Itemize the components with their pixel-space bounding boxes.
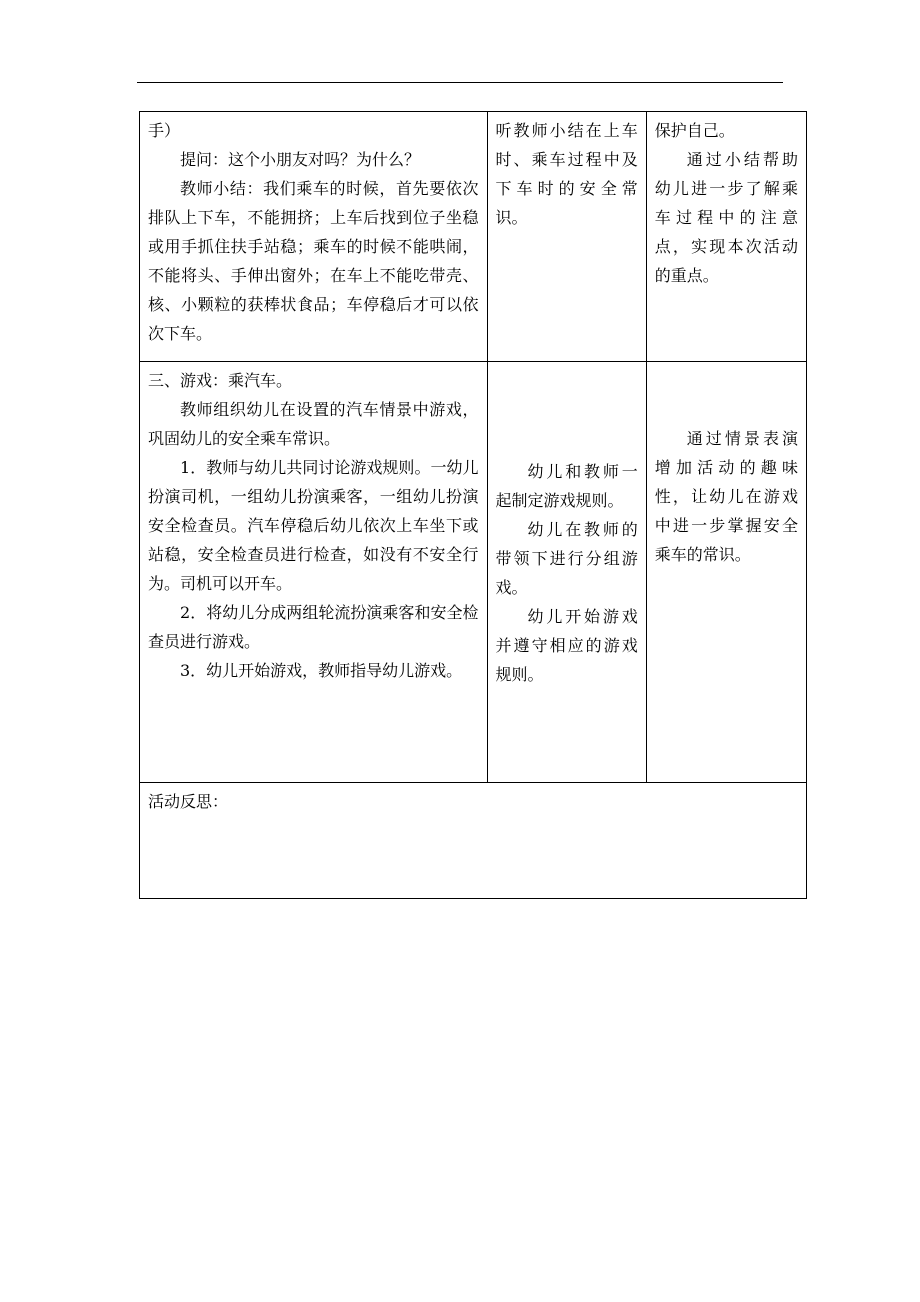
table-row [140,362,807,783]
paragraph: 保护自己。 [654,121,735,140]
teacher-activity-cell [140,112,488,362]
paragraph: 教师小结：我们乘车的时候，首先要依次排队上下车，不能拥挤；上车后找到位子坐稳或用手抓住扶手站稳；乘车的时候不能哄闹，不能将头、手伸出窗外；在车上不能吃带壳、核、小颗粒的获棒状食品；车停稳后才可以依次下车。 [148,179,479,343]
reflection-cell [140,783,807,899]
intent-cell [646,362,806,783]
table-row [140,783,807,899]
paragraph: 听教师小结在上车时、乘车过程中及下车时的安全常识。 [495,121,638,227]
paragraph: 通过小结帮助幼儿进一步了解乘车过程中的注意点，实现本次活动的重点。 [654,150,798,285]
paragraph: 幼儿在教师的带领下进行分组游戏。 [495,520,638,597]
paragraph: 3．幼儿开始游戏，教师指导幼儿游戏。 [180,661,463,680]
paragraph: 幼儿和教师一起制定游戏规则。 [495,462,638,510]
header-rule [137,82,783,83]
paragraph: 幼儿开始游戏并遵守相应的游戏规则。 [495,607,638,684]
intent-cell [646,112,806,362]
child-activity-cell [487,112,646,362]
child-activity-cell [487,362,646,783]
paragraph: 手） [148,121,181,140]
paragraph: 2．将幼儿分成两组轮流扮演乘客和安全检查员进行游戏。 [148,603,479,651]
paragraph: 1．教师与幼儿共同讨论游戏规则。一幼儿扮演司机，一组幼儿扮演乘客，一组幼儿扮演安全检查员。汽车停稳后幼儿依次上车坐下或站稳，安全检查员进行检查，如没有不安全行为。司机可以开车。 [148,458,479,593]
table-row [140,112,807,362]
paragraph: 提问：这个小朋友对吗？为什么？ [180,150,421,169]
paragraph: 通过情景表演增加活动的趣味性，让幼儿在游戏中进一步掌握安全乘车的常识。 [654,429,798,564]
teacher-activity-cell [140,362,488,783]
reflection-label: 活动反思： [148,792,229,811]
paragraph: 三、游戏：乘汽车。 [148,371,293,390]
lesson-plan-table [139,111,807,899]
paragraph: 教师组织幼儿在设置的汽车情景中游戏，巩固幼儿的安全乘车常识。 [148,400,479,448]
